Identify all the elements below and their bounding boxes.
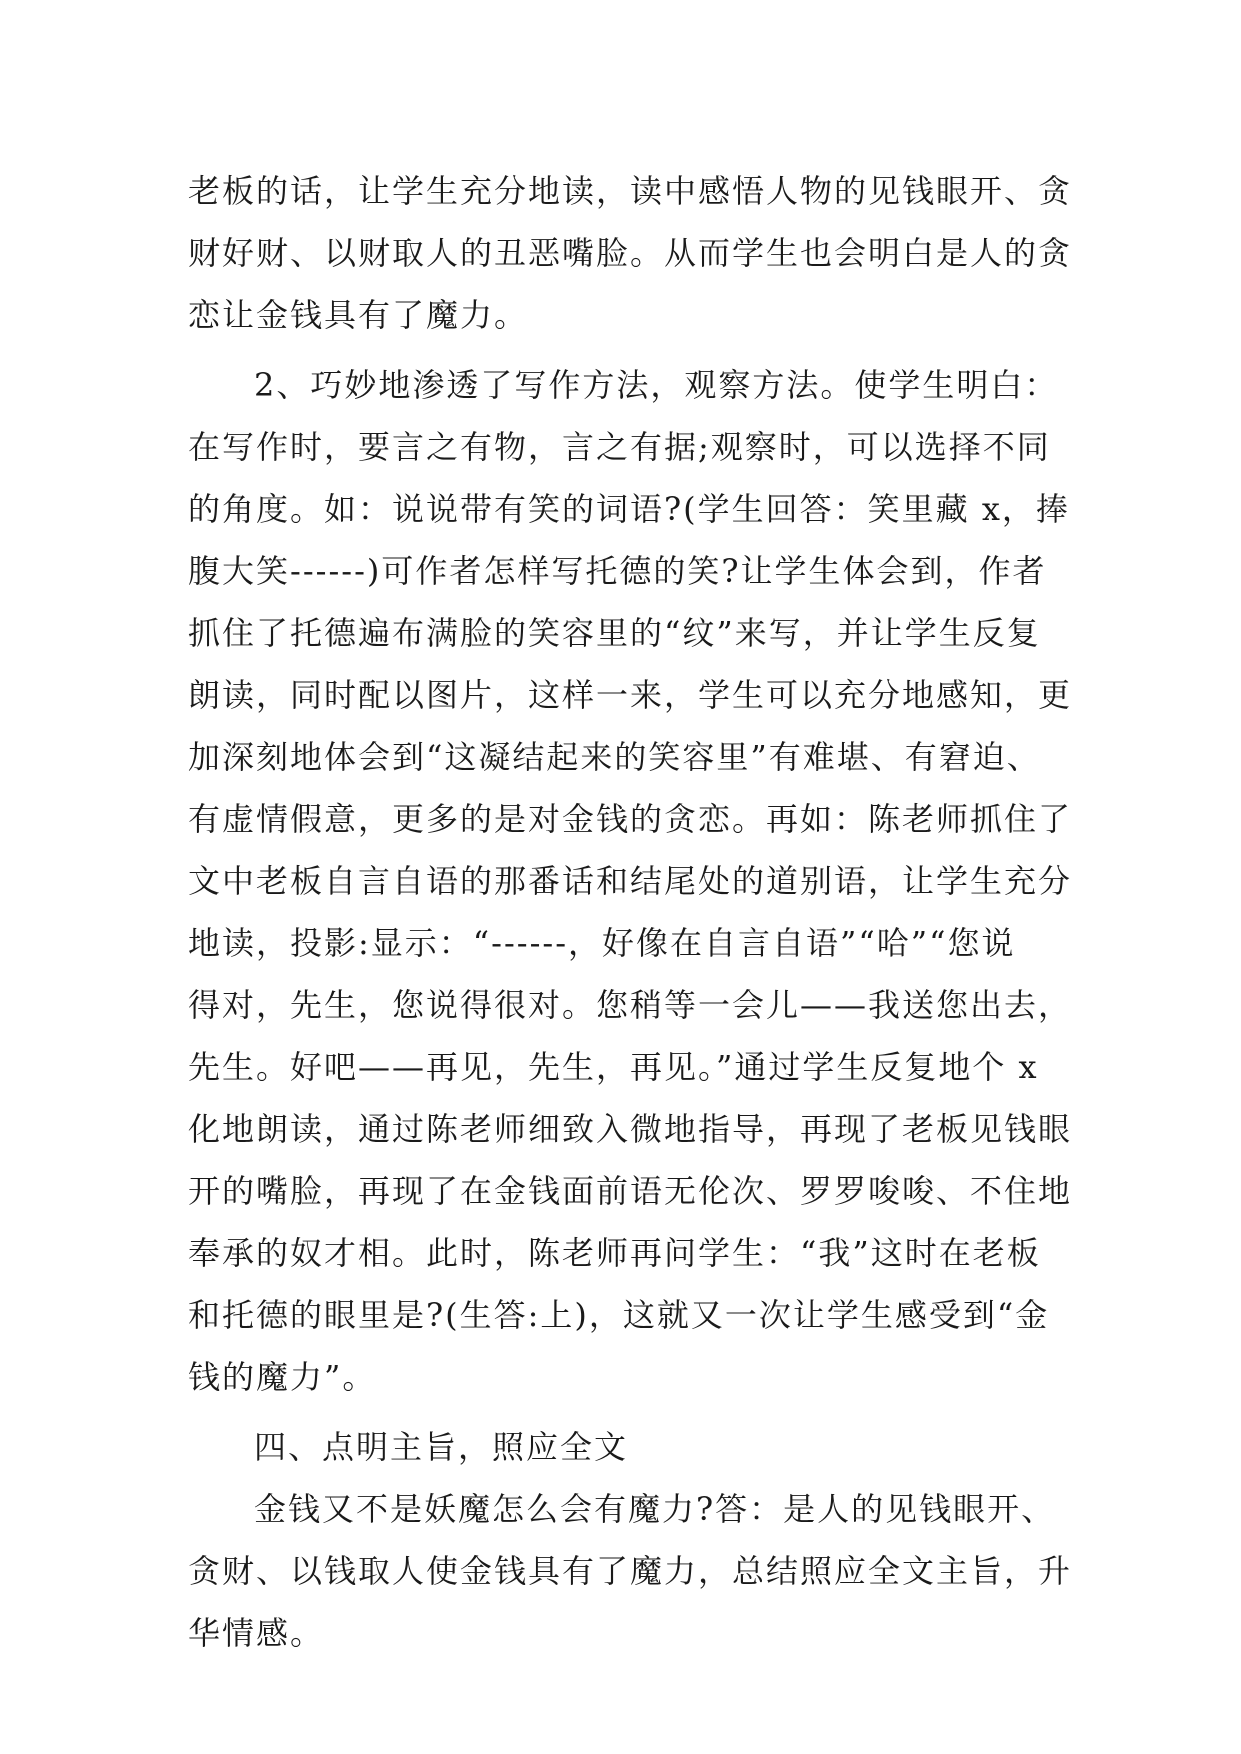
text-line: 文中老板自言自语的那番话和结尾处的道别语，让学生充分: [188, 862, 1073, 900]
text-line: 财好财、以财取人的丑恶嘴脸。从而学生也会明白是人的贪: [188, 234, 1073, 272]
text-line: 在写作时，要言之有物，言之有据;观察时，可以选择不同: [188, 428, 1051, 466]
text-line: 开的嘴脸，再现了在金钱面前语无伦次、罗罗唆唆、不住地: [188, 1172, 1073, 1210]
text-line: 腹大笑------)可作者怎样写托德的笑?让学生体会到，作者: [188, 552, 1047, 590]
text-line: 加深刻地体会到“这凝结起来的笑容里”有难堪、有窘迫、: [188, 738, 1041, 776]
text-line: 和托德的眼里是?(生答:上)，这就又一次让学生感受到“金: [188, 1296, 1050, 1334]
text-line: 奉承的奴才相。此时，陈老师再问学生：“我”这时在老板: [188, 1234, 1041, 1272]
text-line: 得对，先生，您说得很对。您稍等一会儿——我送您出去，: [188, 986, 1073, 1024]
text-line: 先生。好吧——再见，先生，再见。”通过学生反复地个 x: [188, 1048, 1039, 1086]
text-line: 恋让金钱具有了魔力。: [188, 296, 529, 334]
text-line: 化地朗读，通过陈老师细致入微地指导，再现了老板见钱眼: [188, 1110, 1073, 1148]
text-line: 有虚情假意，更多的是对金钱的贪恋。再如：陈老师抓住了: [188, 800, 1073, 838]
text-line: 抓住了托德遍布满脸的笑容里的“纹”来写，并让学生反复: [188, 614, 1041, 652]
text-line: 朗读，同时配以图片，这样一来，学生可以充分地感知，更: [188, 676, 1073, 714]
text-line: 地读，投影:显示：“------，好像在自言自语”“哈”“您说: [188, 924, 1016, 962]
text-line: 贪财、以钱取人使金钱具有了魔力，总结照应全文主旨，升: [188, 1552, 1073, 1590]
section-heading: 四、点明主旨，照应全文: [254, 1428, 629, 1466]
text-line: 华情感。: [188, 1614, 325, 1652]
text-line: 老板的话，让学生充分地读，读中感悟人物的见钱眼开、贪: [188, 172, 1073, 210]
paragraph-start-line: 金钱又不是妖魔怎么会有魔力?答：是人的见钱眼开、: [254, 1490, 1056, 1528]
paragraph-start-line: 2、巧妙地渗透了写作方法，观察方法。使学生明白：: [254, 366, 1059, 404]
text-line: 钱的魔力”。: [188, 1358, 377, 1396]
document-body: [188, 160, 1073, 1664]
text-line: 的角度。如：说说带有笑的词语?(学生回答：笑里藏 x，捧: [188, 490, 1070, 528]
